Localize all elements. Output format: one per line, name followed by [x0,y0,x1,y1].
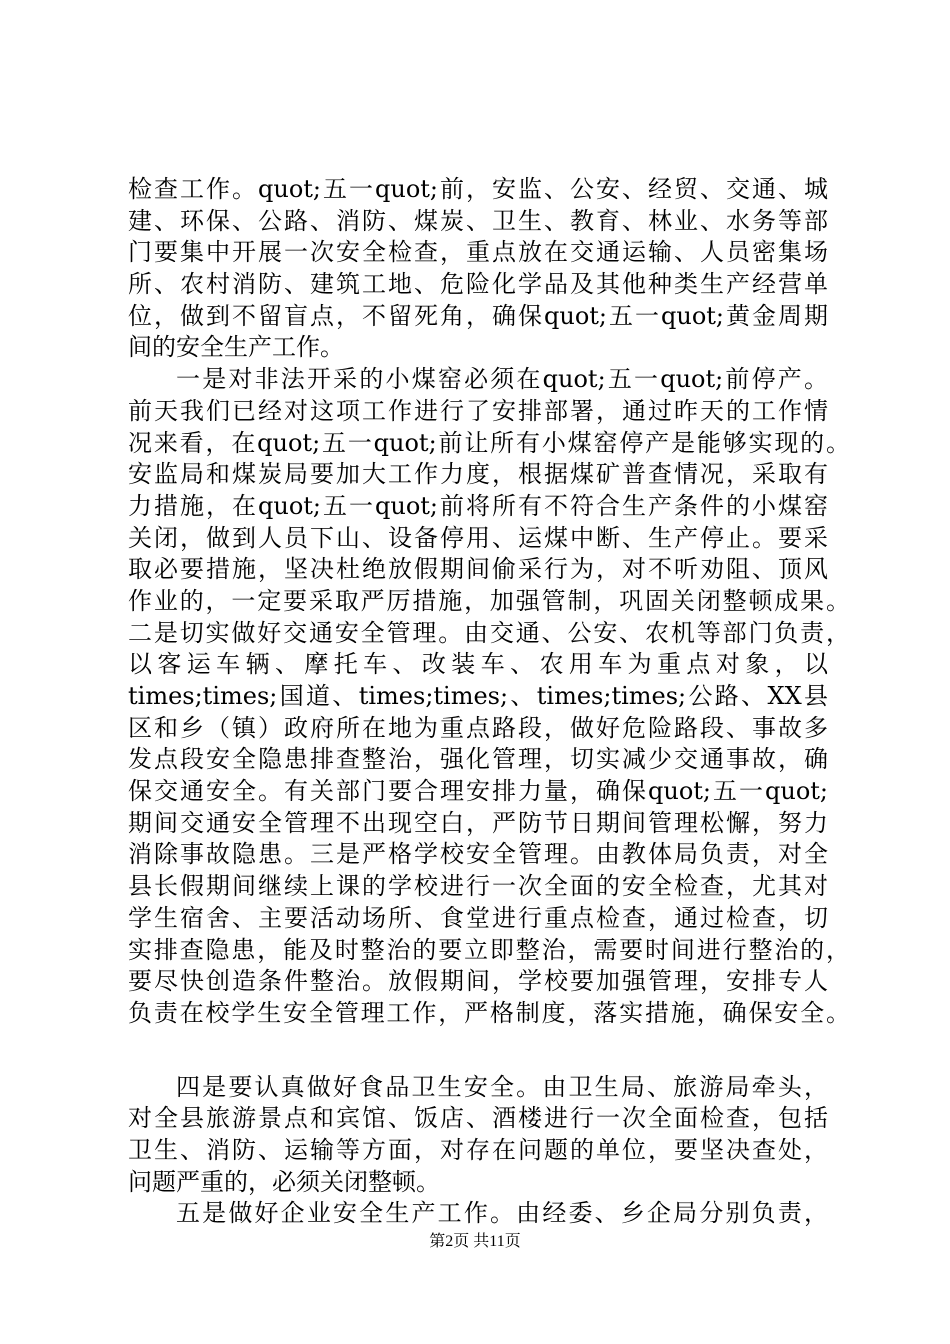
text-line: 消除事故隐患。三是严格学校安全管理。由教体局负责，对全 [128,840,828,869]
text-line: 建、环保、公路、消防、煤炭、卫生、教育、林业、水务等部 [128,206,828,235]
text-line: times;times;国道、times;times;、times;times;公路、XX县 [128,682,828,710]
text-line: 力措施，在quot;五一quot;前将所有不符合生产条件的小煤窑 [128,491,828,520]
text-line: 间的安全生产工作。 [128,333,344,362]
text-line: 作业的，一定要采取严厉措施，加强管制，巩固关闭整顿成果。 [128,586,850,615]
text-line: 要尽快创造条件整治。放假期间，学校要加强管理，安排专人 [128,967,828,996]
text-line: 实排查隐患，能及时整治的要立即整治，需要时间进行整治的， [128,935,850,964]
paragraph-start-line: 一是对非法开采的小煤窑必须在quot;五一quot;前停产。 [176,365,828,394]
paragraph-start-line: 四是要认真做好食品卫生安全。由卫生局、旅游局牵头， [176,1072,828,1101]
text-line: 县长假期间继续上课的学校进行一次全面的安全检查，尤其对 [128,872,828,901]
text-line: 发点段安全隐患排查整治，强化管理，切实减少交通事故，确 [128,745,828,774]
text-line: 二是切实做好交通安全管理。由交通、公安、农机等部门负责， [128,618,850,647]
text-line: 以客运车辆、摩托车、改装车、农用车为重点对象，以 [128,650,828,679]
page-number-footer: 第2页 共11页 [429,1233,521,1250]
document-body [128,174,850,1230]
text-line: 区和乡（镇）政府所在地为重点路段，做好危险路段、事故多 [128,713,828,742]
text-line: 保交通安全。有关部门要合理安排力量，确保quot;五一quot; [128,777,828,806]
text-line: 关闭，做到人员下山、设备停用、运煤中断、生产停止。要采 [128,523,828,552]
text-line: 门要集中开展一次安全检查，重点放在交通运输、人员密集场 [128,238,828,267]
text-line: 所、农村消防、建筑工地、危险化学品及其他种类生产经营单 [128,270,828,299]
text-line: 况来看，在quot;五一quot;前让所有小煤窑停产是能够实现的。 [128,428,850,457]
text-line: 卫生、消防、运输等方面，对存在问题的单位，要坚决查处， [128,1135,828,1164]
paragraph-gap [128,1030,828,1072]
text-line: 对全县旅游景点和宾馆、饭店、酒楼进行一次全面检查，包括 [128,1104,828,1133]
text-line: 期间交通安全管理不出现空白，严防节日期间管理松懈，努力 [128,808,828,837]
text-line: 问题严重的，必须关闭整顿。 [128,1167,440,1196]
text-line: 位，做到不留盲点，不留死角，确保quot;五一quot;黄金周期 [128,301,828,330]
text-line: 学生宿舍、主要活动场所、食堂进行重点检查，通过检查，切 [128,903,828,932]
text-line: 负责在校学生安全管理工作，严格制度，落实措施，确保安全。 [128,998,850,1027]
text-line: 检查工作。quot;五一quot;前，安监、公安、经贸、交通、城 [128,175,828,203]
text-line: 前天我们已经对这项工作进行了安排部署，通过昨天的工作情 [128,396,828,425]
text-line: 安监局和煤炭局要加大工作力度，根据煤矿普查情况，采取有 [128,460,828,489]
text-line: 取必要措施，坚决杜绝放假期间偷采行为，对不听劝阻、顶风 [128,555,828,584]
paragraph-start-line: 五是做好企业安全生产工作。由经委、乡企局分别负责， [176,1199,828,1228]
